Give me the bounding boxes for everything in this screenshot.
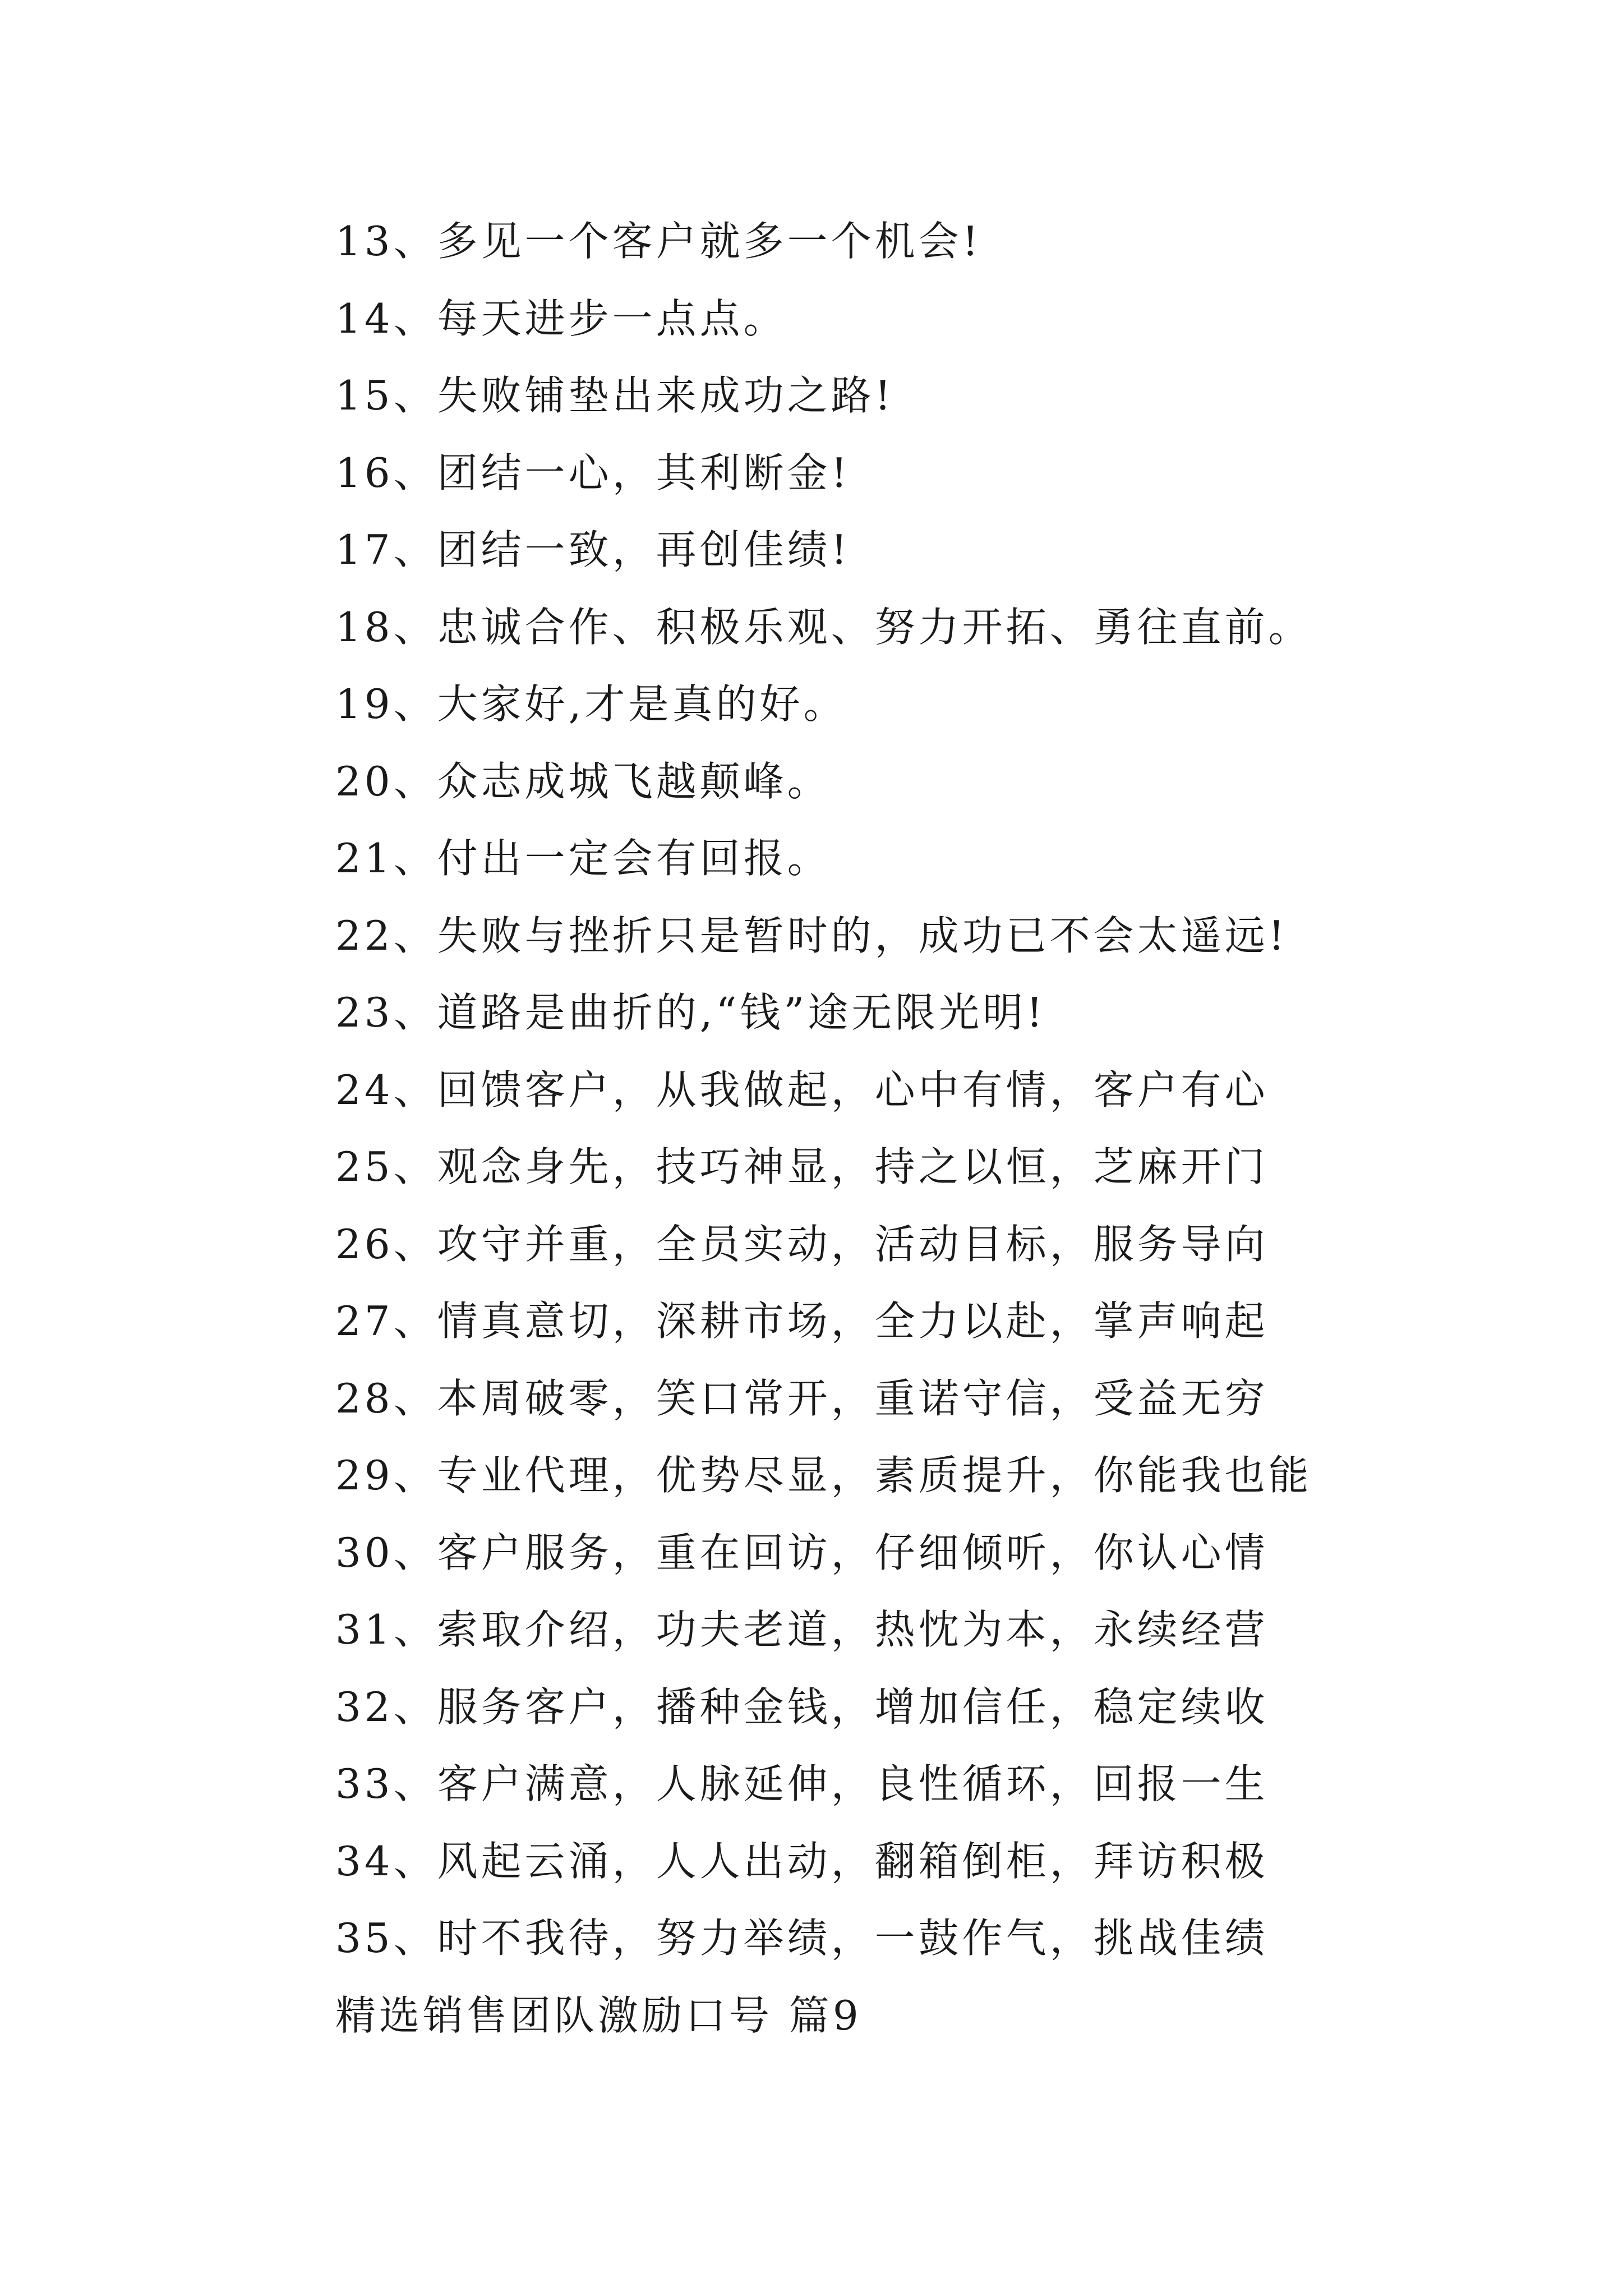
slogan-24: 24、回馈客户，从我做起，心中有情，客户有心 [335, 1066, 1269, 1114]
slogan-27: 27、情真意切，深耕市场，全力以赴，掌声响起 [335, 1297, 1269, 1345]
slogan-17: 17、团结一致，再创佳绩! [335, 526, 851, 573]
section-heading: 精选销售团队激励口号 篇9 [335, 1991, 862, 2039]
slogan-14: 14、每天进步一点点。 [335, 295, 787, 342]
slogan-25: 25、观念身先，技巧神显，持之以恒，芝麻开门 [335, 1143, 1269, 1190]
slogan-19: 19、大家好,才是真的好。 [335, 680, 847, 728]
slogan-32: 32、服务客户，播种金钱，增加信任，稳定续收 [335, 1683, 1269, 1731]
slogan-31: 31、索取介绍，功夫老道，热忱为本，永续经营 [335, 1606, 1269, 1653]
slogan-26: 26、攻守并重，全员实动，活动目标，服务导向 [335, 1220, 1269, 1268]
slogan-15: 15、失败铺垫出来成功之路! [335, 372, 895, 419]
slogan-34: 34、风起云涌，人人出动，翻箱倒柜，拜访积极 [335, 1837, 1269, 1885]
slogan-21: 21、付出一定会有回报。 [335, 835, 831, 882]
slogan-20: 20、众志成城飞越颠峰。 [335, 757, 831, 805]
slogan-16: 16、团结一心，其利断金! [335, 449, 851, 496]
slogan-22: 22、失败与挫折只是暂时的，成功已不会太遥远! [335, 912, 1288, 959]
document-body [335, 213, 1457, 2064]
slogan-29: 29、专业代理，优势尽显，素质提升，你能我也能 [335, 1452, 1312, 1499]
slogan-30: 30、客户服务，重在回访，仔细倾听，你认心情 [335, 1529, 1269, 1576]
slogan-28: 28、本周破零，笑口常开，重诺守信，受益无穷 [335, 1374, 1269, 1422]
slogan-33: 33、客户满意，人脉延伸，良性循环，回报一生 [335, 1760, 1269, 1807]
slogan-13: 13、多见一个客户就多一个机会! [335, 218, 982, 265]
slogan-23: 23、道路是曲折的,“钱”途无限光明! [335, 989, 1046, 1036]
slogan-18: 18、忠诚合作、积极乐观、努力开拓、勇往直前。 [335, 603, 1312, 651]
slogan-35: 35、时不我待，努力举绩，一鼓作气，挑战佳绩 [335, 1915, 1269, 1962]
